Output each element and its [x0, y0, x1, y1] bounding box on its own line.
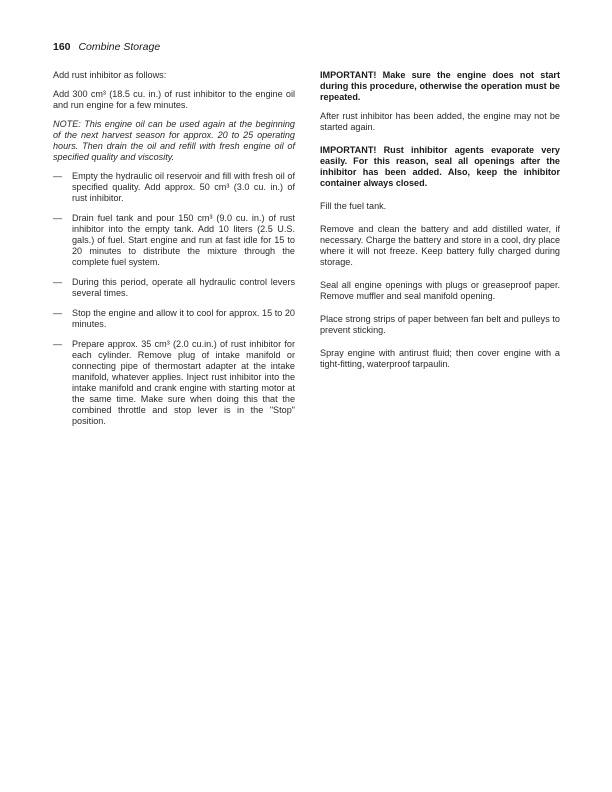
- right-column: [320, 70, 560, 378]
- list-item-fuel-tank: [53, 213, 295, 268]
- engine-oil-step: Add 300 cm³ (18.5 cu. in.) of rust inhibitor to the engine oil and run engine for a few minutes.: [53, 89, 295, 110]
- list-item-text: During this period, operate all hydraulic control levers several times.: [72, 277, 295, 298]
- fan-belt-text: Place strong strips of paper between fan belt and pulleys to prevent sticking.: [320, 314, 560, 335]
- bullet-dash: —: [53, 171, 63, 181]
- list-item-text: Stop the engine and allow it to cool for approx. 15 to 20 minutes.: [72, 308, 295, 329]
- list-item-text: Drain fuel tank and pour 150 cm³ (9.0 cu. in.) of rust inhibitor into the empty tank. Add 10 liters (2.5 U.S. gals.) of fuel. Start engine and run at fast idle for 15 to 20 minutes to distribute the mixture through the complete fuel system.: [72, 213, 295, 267]
- seal-openings-text: Seal all engine openings with plugs or greaseproof paper. Remove muffler and seal manifold opening.: [320, 280, 560, 301]
- list-item-control-levers: [53, 277, 295, 299]
- list-item-text: Empty the hydraulic oil reservoir and fill with fresh oil of specified quality. Add approx. 50 cm³ (3.0 cu. in.) of rust inhibitor.: [72, 171, 295, 203]
- bullet-dash: —: [53, 308, 63, 318]
- page-header: [53, 41, 160, 53]
- list-item-text: Prepare approx. 35 cm³ (2.0 cu.in.) of rust inhibitor for each cylinder. Remove plug of intake manifold or connecting pipe of thermostart adapter at the intake manifold, whatever applies. Inject rust inhibitor into the intake manifold and crank engine with starting motor at the same time. Make sure when doing this that the combined throttle and stop lever is in the "Stop" position.: [72, 339, 295, 426]
- battery-text: Remove and clean the battery and add distilled water, if necessary. Charge the battery and store in a cool, dry place where it will not freeze. Keep battery fully charged during storage.: [320, 224, 560, 267]
- spray-engine-text: Spray engine with antirust fluid; then cover engine with a tight-fitting, waterproof tarpaulin.: [320, 348, 560, 369]
- list-item-stop-engine: [53, 308, 295, 330]
- bullet-dash: —: [53, 213, 63, 223]
- fill-tank-text: Fill the fuel tank.: [320, 201, 387, 211]
- list-item-hydraulic: [53, 171, 295, 204]
- bullet-dash: —: [53, 277, 63, 287]
- bullet-dash: —: [53, 339, 63, 349]
- after-inhibitor-text: After rust inhibitor has been added, the engine may not be started again.: [320, 111, 560, 132]
- note-paragraph: NOTE: This engine oil can be used again at the beginning of the next harvest season for approx. 20 to 25 operating hours. Then drain the oil and refill with fresh engine oil of specified quality and viscosity.: [53, 119, 295, 162]
- left-column: [53, 70, 295, 436]
- important-notice-restart: IMPORTANT! Make sure the engine does not start during this procedure, otherwise the operation must be repeated.: [320, 70, 560, 102]
- page-number: 160: [53, 41, 71, 53]
- important-notice-evaporate: IMPORTANT! Rust inhibitor agents evaporate very easily. For this reason, seal all openings after the inhibitor has been added. Also, keep the inhibitor container always closed.: [320, 145, 560, 188]
- list-item-cylinder-inhibitor: [53, 339, 295, 427]
- intro-text: Add rust inhibitor as follows:: [53, 70, 167, 80]
- section-title: Combine Storage: [78, 41, 161, 53]
